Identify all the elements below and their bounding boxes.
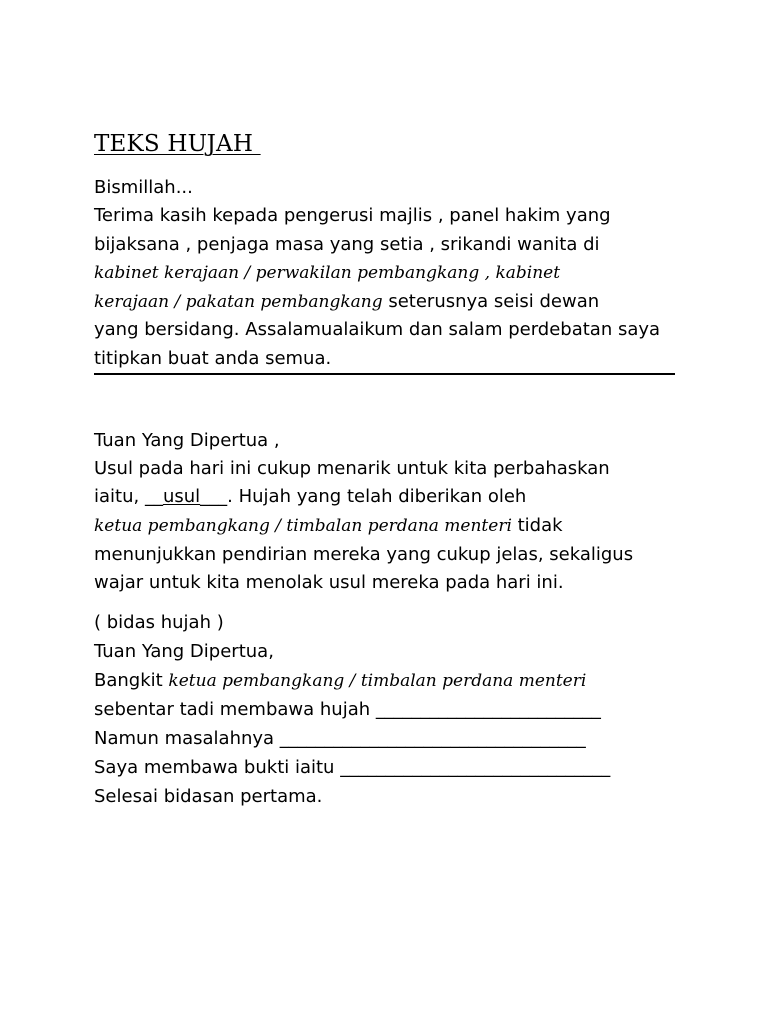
intro-line-4-italic: kabinet kerajaan / perwakilan pembangkang , kabinet [94,263,561,283]
section-divider [94,373,675,375]
rebuttal-line-3-italic: ketua pembangkang / timbalan perdana menteri [168,671,587,691]
body-line-1: Tuan Yang Dipertua , [94,430,280,451]
rebuttal-line-3-start: Bangkit [94,670,169,691]
intro-line-1: Bismillah... [94,177,193,198]
rebuttal-line-4: sebentar tadi membawa hujah _________________________ [94,699,601,720]
body-line-5: menunjukkan pendirian mereka yang cukup jelas, sekaligus [94,544,634,565]
body-line-3-end: ___. Hujah yang telah diberikan oleh [200,486,527,507]
rebuttal-line-2: Tuan Yang Dipertua, [94,641,274,662]
body-line-2: Usul pada hari ini cukup menarik untuk kita perbahaskan [94,458,610,479]
intro-line-6: yang bersidang. Assalamualaikum dan salam perdebatan saya [94,319,661,340]
intro-line-2: Terima kasih kepada pengerusi majlis , panel hakim yang [94,205,611,226]
body-line-3-start: iaitu, __ [94,486,163,507]
body-line-4-rest: tidak [511,515,563,536]
rebuttal-line-6: Saya membawa bukti iaitu ______________________________ [94,757,611,778]
intro-line-5 [94,290,599,314]
usul-blank: usul [162,486,201,507]
body-line-3 [94,485,526,509]
rebuttal-line-5: Namun masalahnya __________________________________ [94,728,586,749]
rebuttal-line-7: Selesai bidasan pertama. [94,786,323,807]
intro-line-7: titipkan buat anda semua. [94,348,332,369]
body-line-4-italic: ketua pembangkang / timbalan perdana menteri [94,516,512,536]
rebuttal-line-1: ( bidas hujah ) [94,612,224,633]
intro-line-5-italic: kerajaan / pakatan pembangkang [94,292,383,312]
body-line-6: wajar untuk kita menolak usul mereka pada hari ini. [94,572,564,593]
body-line-4 [94,514,563,538]
intro-line-5-rest: seterusnya seisi dewan [382,291,600,312]
page-title: TEKS HUJAH [94,131,261,157]
intro-line-3: bijaksana , penjaga masa yang setia , srikandi wanita di [94,234,600,255]
rebuttal-line-3 [94,669,586,693]
